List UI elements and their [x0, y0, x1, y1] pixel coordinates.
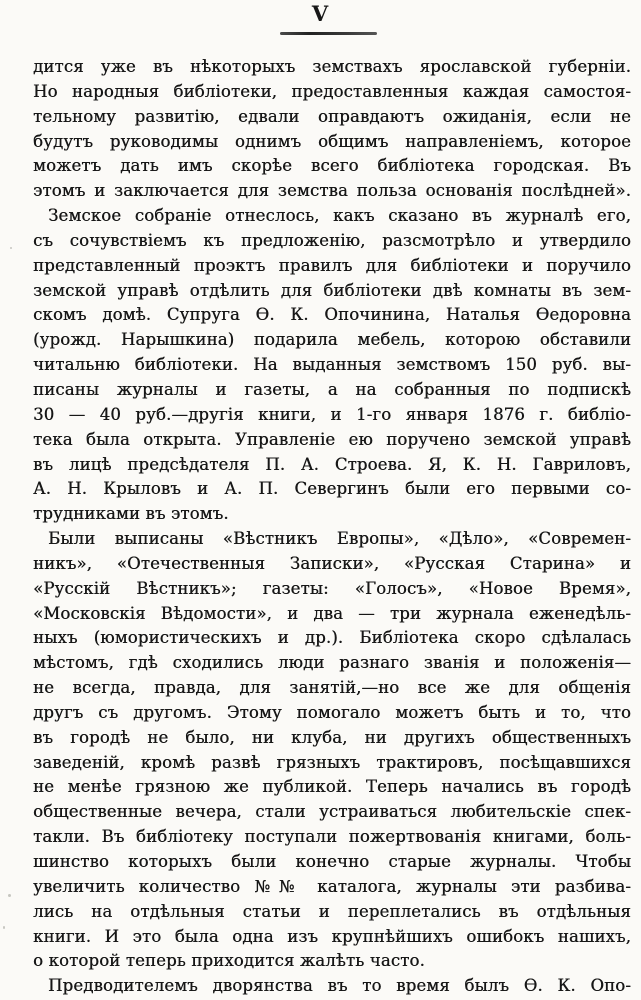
- text-line-paragraph-end: о которой теперь приходится жалѣть часто.: [33, 951, 425, 971]
- text-line: «Московскія Вѣдомости», и два — три журнала еженедѣль-: [33, 603, 631, 623]
- text-line: лись на отдѣльныя статьи и переплетались въ отдѣльныя: [33, 901, 631, 921]
- text-line: такли. Въ библіотеку поступали пожертвованія книгами, боль-: [33, 827, 631, 847]
- text-line: ныхъ (юмористическихъ и др.). Библіотека скоро сдѣлалась: [33, 628, 631, 648]
- text-line: земской управѣ отдѣлить для библіотеки двѣ комнаты въ зем-: [33, 280, 631, 300]
- text-line: шинство которыхъ были конечно старые журналы. Чтобы: [33, 852, 631, 871]
- text-line: общественные вечера, стали устраиваться любительскіе спек-: [33, 802, 631, 822]
- text-line: заведеній, кромѣ развѣ грязныхъ трактировъ, посѣщавшихся: [33, 752, 631, 772]
- text-line: въ городѣ не было, ни клуба, ни другихъ общественныхъ: [33, 727, 631, 747]
- text-line: представленный проэктъ правилъ для библіотеки и поручило: [33, 255, 631, 275]
- text-line-paragraph-start: Были выписаны «Вѣстникъ Европы», «Дѣло», «Современ-: [48, 529, 631, 549]
- page-header: [0, 2, 641, 35]
- text-line: писаны журналы и газеты, а на собранныя по подпискѣ: [33, 379, 631, 399]
- text-line-paragraph-end: трудниками въ этомъ.: [33, 504, 229, 524]
- text-line: этомъ и заключается для земства польза основанія послѣдней».: [33, 181, 631, 201]
- text-line-paragraph-start: Предводителемъ дворянства въ то время былъ Ѳ. К. Опо-: [48, 976, 631, 996]
- text-line: не всегда, правда, для занятій,—но все же для общенія: [33, 678, 631, 698]
- text-line: не менѣе грязною же публикой. Теперь начались въ городѣ: [33, 777, 631, 797]
- text-line: никъ», «Отечественныя Записки», «Русская Старина» и: [33, 553, 631, 573]
- text-line: читальню библіотеки. На выданныя земствомъ 150 руб. вы-: [33, 355, 631, 375]
- text-line: будутъ руководимы однимъ общимъ направленіемъ, которое: [33, 131, 631, 151]
- text-line: тельному развитію, едвали оправдаютъ ожиданія, если не: [33, 106, 631, 126]
- text-line: скомъ домѣ. Супруга Ѳ. К. Опочинина, Наталья Ѳедоровна: [33, 305, 631, 325]
- scan-speck: [10, 247, 12, 249]
- page-number: V: [311, 1, 330, 26]
- scan-speck: [8, 894, 11, 897]
- scan-speck: [3, 926, 5, 929]
- text-line: другъ съ другомъ. Этому помогало можетъ быть и то, что: [33, 702, 631, 722]
- text-line: книги. И это была одна изъ крупнѣйшихъ ошибокъ нашихъ,: [33, 926, 631, 946]
- body-text: [33, 55, 631, 999]
- text-line: тека была открыта. Управленіе ею поручено земской управѣ: [33, 429, 631, 449]
- text-line: можетъ дать имъ скорѣе всего библіотека городская. Въ: [33, 156, 631, 176]
- header-rule: [280, 32, 377, 35]
- text-line: «Русскій Вѣстникъ»; газеты: «Голосъ», «Новое Время»,: [33, 578, 631, 598]
- text-line: 30 — 40 руб.—другія книги, и 1-го января 1876 г. библіо-: [33, 404, 631, 424]
- text-line: (урожд. Нарышкина) подарила мебель, которою обставили: [33, 330, 631, 350]
- text-line-paragraph-start: Земское собраніе отнеслось, какъ сказано въ журналѣ его,: [48, 206, 631, 226]
- text-line: въ лицѣ предсѣдателя П. А. Строева. Я, К. Н. Гавриловъ,: [33, 454, 631, 474]
- text-line: съ сочувствіемъ къ предложенію, разсмотрѣло и утвердило: [33, 230, 631, 250]
- text-line: А. Н. Крыловъ и А. П. Севергинъ были его первыми со-: [33, 479, 631, 499]
- text-line: мѣстомъ, гдѣ сходились люди разнаго званія и положенія—: [33, 653, 631, 673]
- text-line: увеличить количество №№ каталога, журналы эти разбива-: [33, 876, 631, 896]
- text-line: Но народныя библіотеки, предоставленныя каждая самостоя-: [33, 81, 631, 101]
- text-line: дится уже въ нѣкоторыхъ земствахъ ярославской губерніи.: [33, 57, 631, 76]
